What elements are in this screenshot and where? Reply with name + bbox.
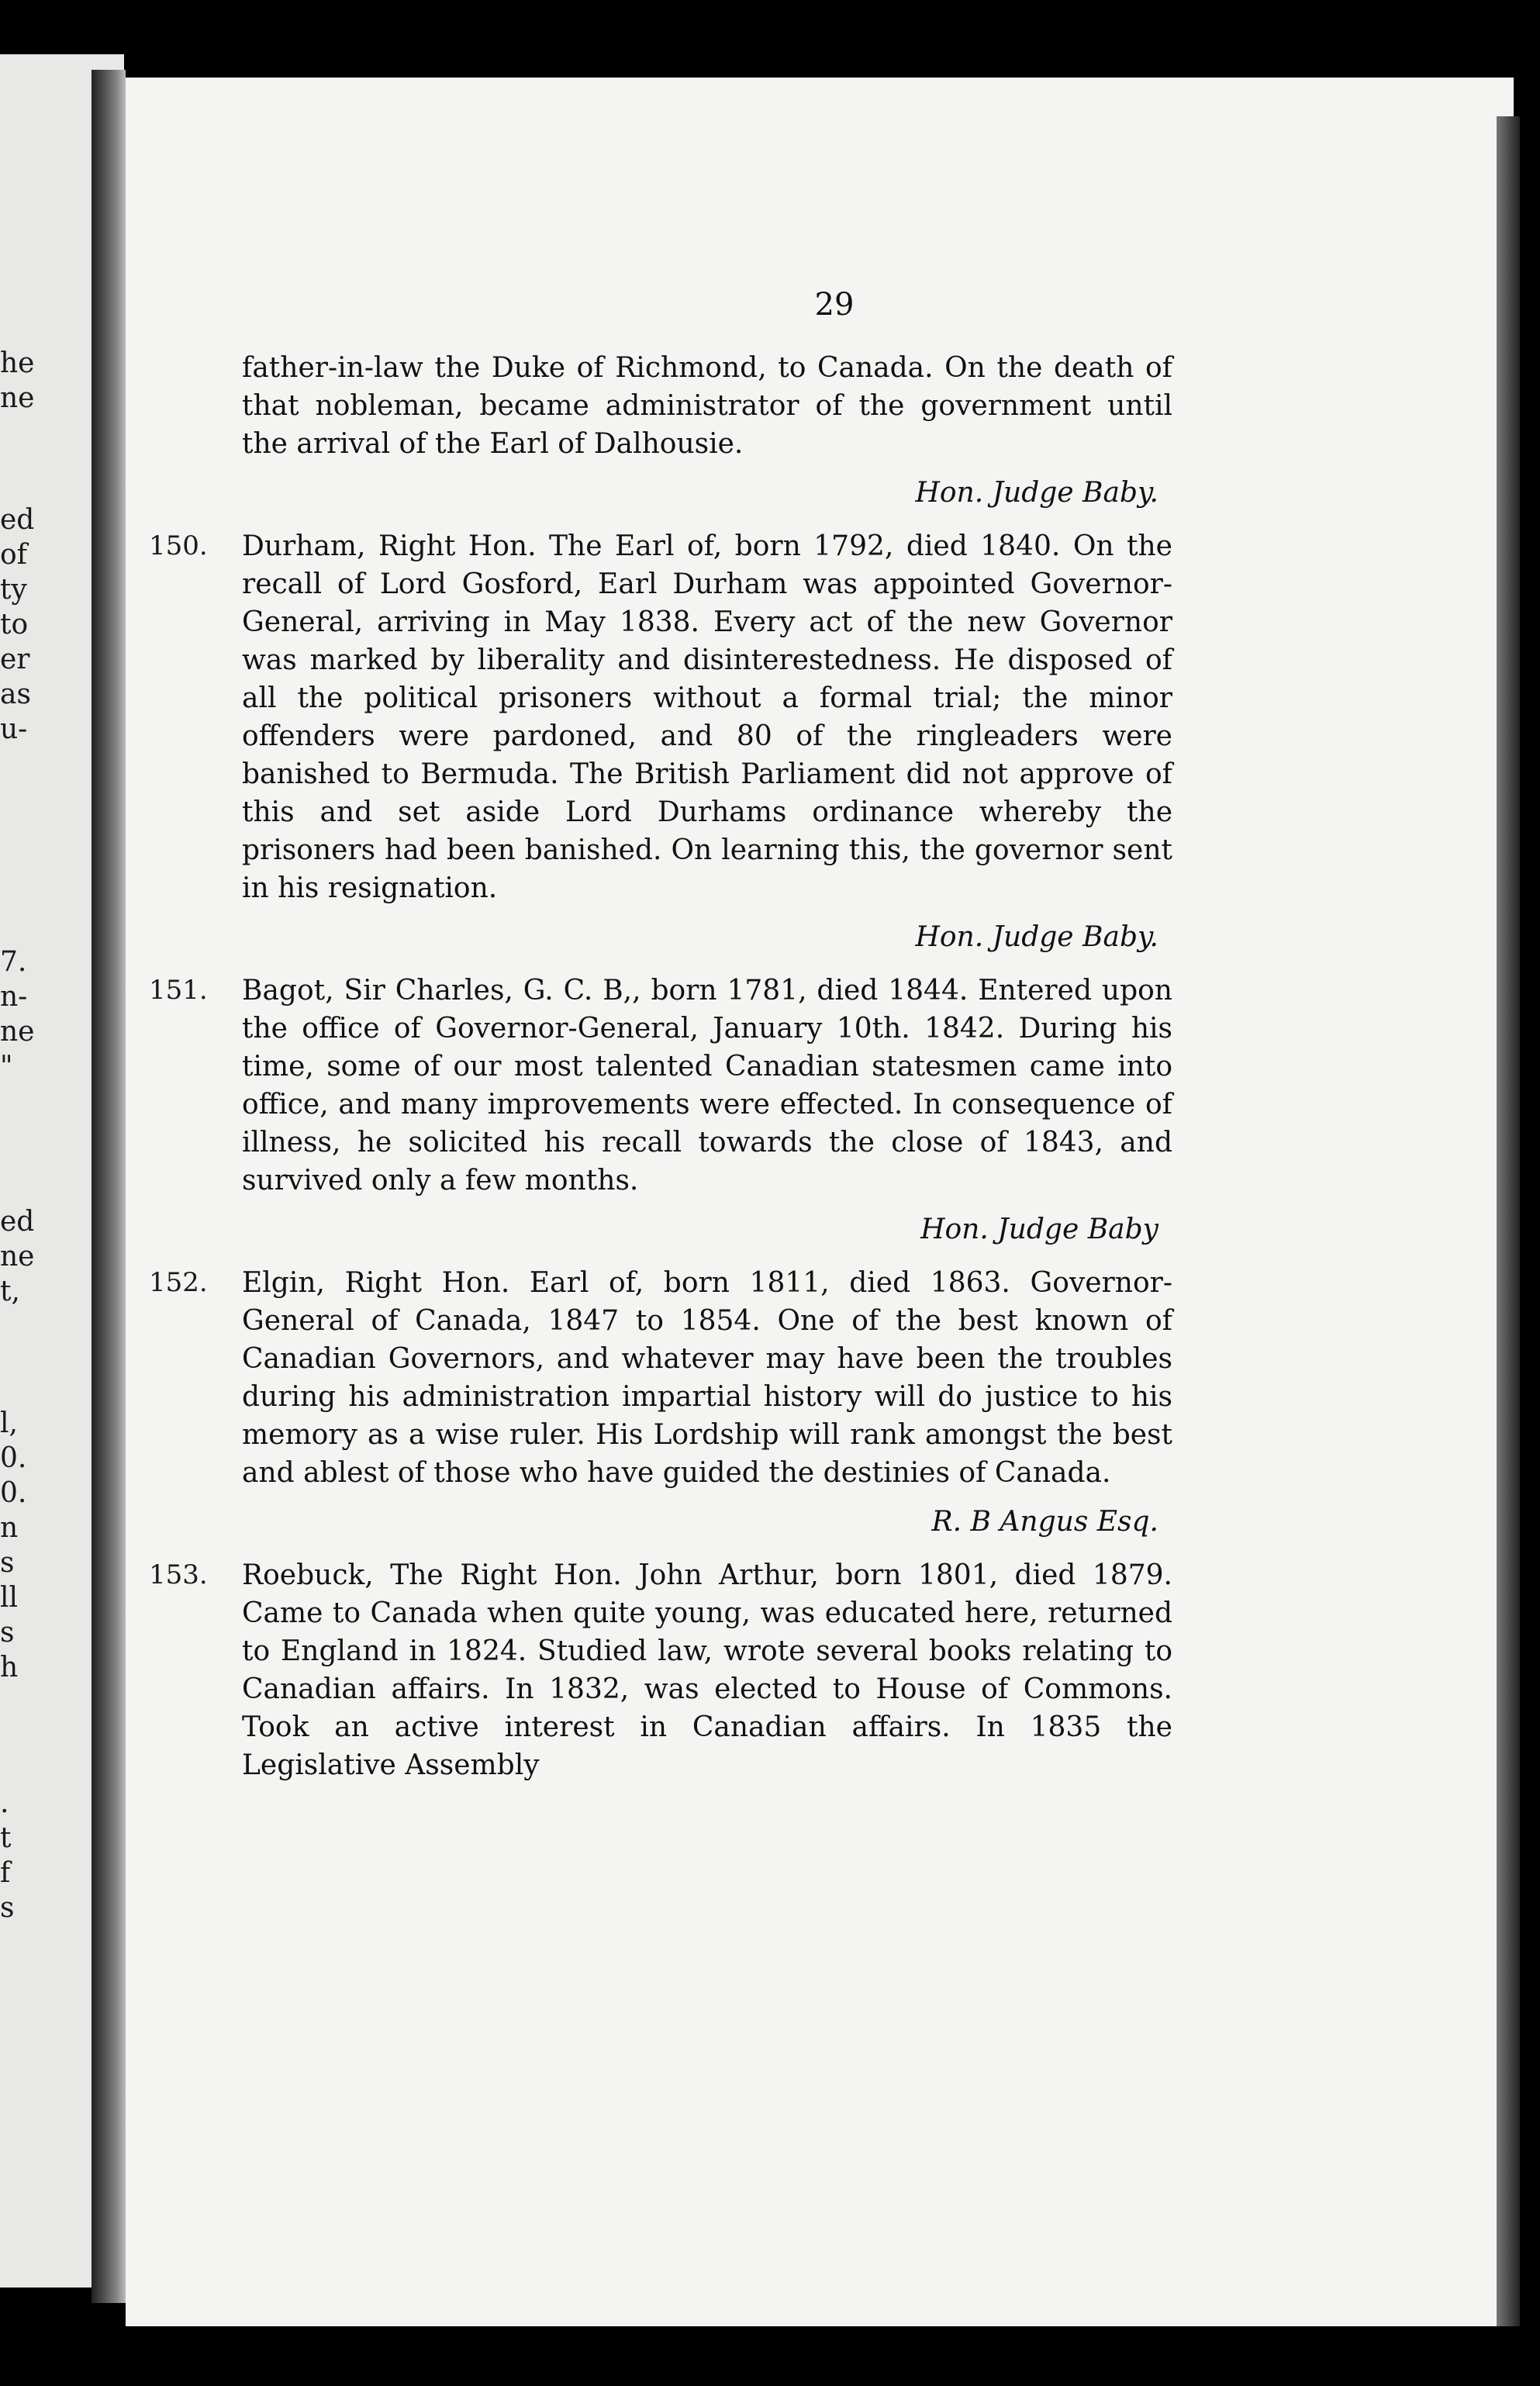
left-fragment: ed [0, 504, 35, 536]
entry-number: 152. [149, 1267, 208, 1298]
page-number: 29 [814, 287, 855, 323]
entry-152 [149, 1264, 1172, 1492]
left-fragment: er [0, 644, 30, 675]
book-gutter [92, 70, 126, 2303]
left-fragment: l, [0, 1407, 18, 1439]
entry-text: Elgin, Right Hon. Earl of, born 1811, died 1863. Governor-General of Canada, 1847 to 1854. One of the best known of Canadian Governors, and whatever may have been the troubles during his administration impartial history will do justice to his memory as a wise ruler. His Lordship will rank amongst the best and ablest of those who have guided the destinies of Canada. [242, 1267, 1172, 1489]
entry-attribution: Hon. Judge Baby. [915, 921, 1158, 953]
left-fragment: s [0, 1892, 15, 1924]
left-fragment: t, [0, 1276, 20, 1307]
left-fragment: 0. [0, 1442, 27, 1474]
left-fragment: " [0, 1051, 13, 1083]
left-fragment: ll [0, 1582, 19, 1614]
entry-text: Bagot, Sir Charles, G. C. B,, born 1781, died 1844. Entered upon the office of Governor-General, January 10th. 1842. During his time, some of our most talented Canadian statesmen came into office, and many improvements were effected. In consequence of illness, he solicited his recall towards the close of 1843, and survived only a few months. [242, 975, 1172, 1196]
left-fragment: he [0, 347, 35, 379]
entry-attribution: Hon. Judge Baby. [915, 477, 1158, 509]
left-fragment: n- [0, 981, 28, 1013]
entry-number: 153. [149, 1559, 208, 1590]
entry-attribution: R. B Angus Esq. [931, 1506, 1158, 1538]
left-fragment: ne [0, 382, 35, 414]
left-fragment: ed [0, 1206, 35, 1238]
left-fragment: . [0, 1787, 9, 1819]
left-fragment: t [0, 1822, 12, 1854]
left-fragment: of [0, 539, 27, 571]
continued-entry-text: father-in-law the Duke of Richmond, to Canada. On the death of that nobleman, became administrator of the government until the arrival of the Earl of Dalhousie. [242, 352, 1172, 460]
entry-number: 151. [149, 975, 208, 1006]
left-fragment: n [0, 1512, 19, 1544]
left-fragment: s [0, 1617, 15, 1649]
entry-text: Roebuck, The Right Hon. John Arthur, born 1801, died 1879. Came to Canada when quite young, was educated here, returned to England in 1824. Studied law, wrote several books relating to Canadian affairs. In 1832, was elected to House of Commons. Took an active interest in Canadian affairs. In 1835 the Legislative Assembly [242, 1559, 1172, 1781]
page-edge-shadow [1497, 116, 1520, 2326]
left-fragment: 0. [0, 1477, 27, 1509]
entry-text: Durham, Right Hon. The Earl of, born 1792, died 1840. On the recall of Lord Gosford, Earl Durham was appointed Governor-General, arriving in May 1838. Every act of the new Governor was marked by liberality and disinterestedness. He disposed of all the political prisoners without a formal trial; the minor offenders were pardoned, and 80 of the ringleaders were banished to Bermuda. The British Parliament did not approve of this and set aside Lord Durhams ordinance whereby the prisoners had been banished. On learning this, the governor sent in his resignation. [242, 530, 1172, 904]
left-fragment: to [0, 609, 29, 641]
entry-150 [149, 527, 1172, 907]
left-fragment: ne [0, 1241, 35, 1272]
entry-number: 150. [149, 530, 208, 561]
left-fragment: h [0, 1652, 19, 1683]
page-body [149, 349, 1172, 1795]
left-fragment: s [0, 1547, 15, 1579]
left-fragment: as [0, 679, 31, 710]
left-fragment: 7. [0, 946, 27, 978]
left-fragment: ne [0, 1016, 35, 1048]
left-fragment: ty [0, 574, 27, 606]
left-fragment: u- [0, 713, 28, 745]
entry-151 [149, 972, 1172, 1200]
entry-attribution: Hon. Judge Baby [920, 1214, 1158, 1245]
left-fragment: f [0, 1857, 11, 1889]
entry-153 [149, 1556, 1172, 1784]
